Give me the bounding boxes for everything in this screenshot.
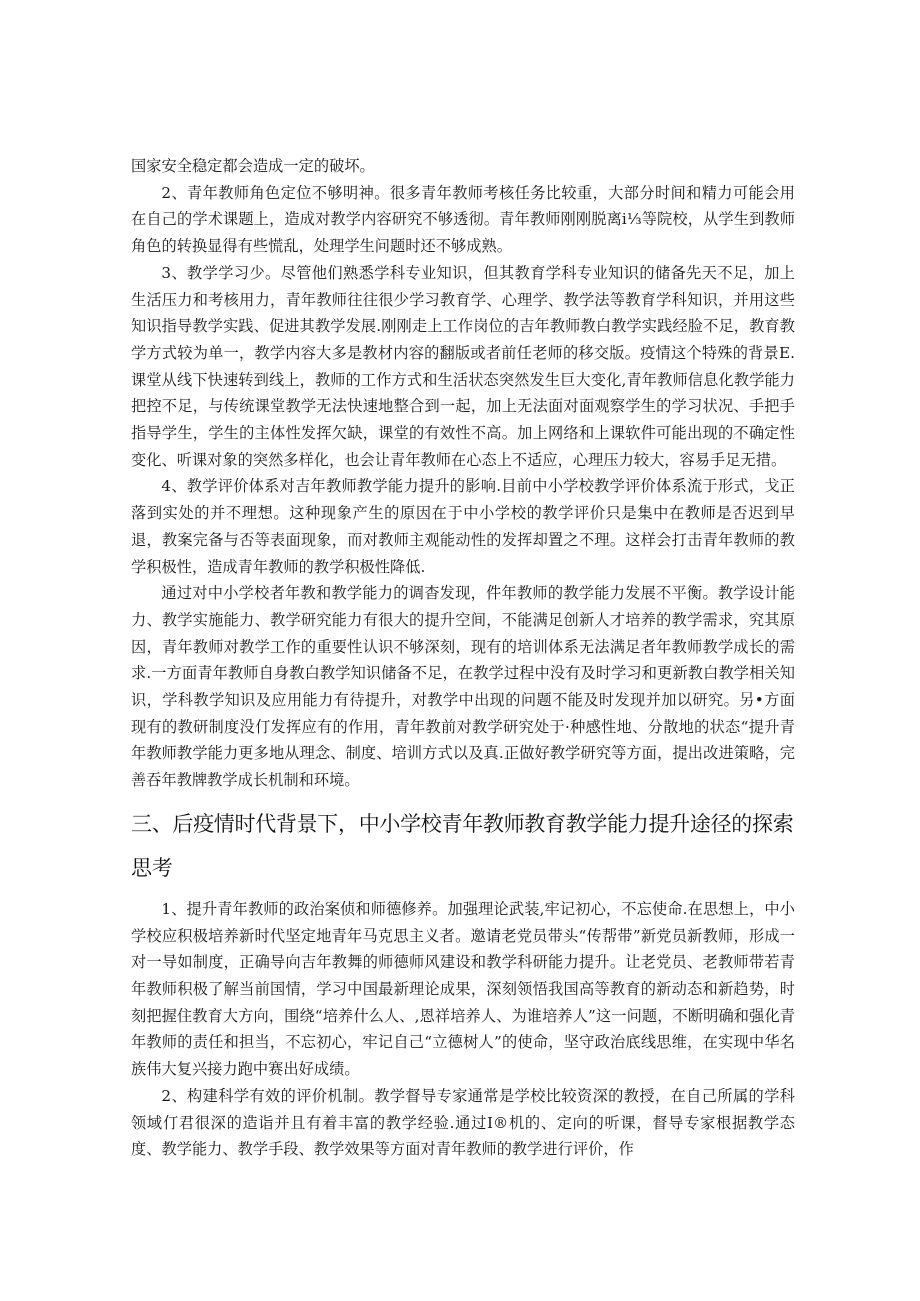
paragraph-measure-2: 2、构建科学有效的评价机制。教学督导专家通常是学校比较资深的教授，在自己所属的学科领域仃君很深的造诣并且有着丰富的教学经验.通过I®机的、定向的听课，督导专家根据教学态度、教学能力、教学手段、教学效果等方面对青年教师的教学进行评价，作 bbox=[131, 1086, 795, 1159]
continued-paragraph: 国家安全稳定都会造成一定的破坏。 bbox=[131, 157, 375, 175]
document-page bbox=[131, 153, 795, 1163]
paragraph-item-3: 3、教学学习少。尽管他们熟悉学科专业知识，但其教育学科专业知识的储备先天不足，加上生活压力和考核用力，青年教师往往很少学习教育学、心理学、教学法等教育学科知识，并用这些知识指导教学实践、促进其教学发展.刚刚走上工作岗位的吉年教师教白教学实践经脸不足，教育教学方式较为单一，教学内容大多是教材内容的翻版或者前任老师的移交版。疫情这个特殊的背景E.课堂从线下快速转到线上，教师的工作方式和生活状态突然发生巨大变化,青年教师信息化教学能力把控不足，与传统课堂教学无法快速地整合到一起，加上无法面对面观察学生的学习状况、手把手指导学生，学生的主体性发挥欠缺，课堂的有效性不高。加上网络和上课软件可能出现的不确定性变化、听课对象的突然多样化，也会让青年教师在心态上不适应，心理压力较大，容易手足无措。 bbox=[131, 263, 795, 469]
paragraph-item-2: 2、青年教师角色定位不够明神。很多青年教师考核任务比较重，大部分时间和精力可能会用在自己的学术课题上，造成对教学内容研究不够透彻。青年教师刚刚脱离i⅓等院校，从学生到教师角色的转换显得有些慌乱，处理学生问题时还不够成熟。 bbox=[131, 183, 795, 256]
paragraph-item-4: 4、教学评价体系对吉年教师教学能力提升的影响.目前中小学校教学评价体系流于形式，戈正落到实处的并不理想。这种现象产生的原因在于中小学校的教学评价只是集中在教师是否迟到早退，教案完备与否等表面现象，而对教师主观能动性的发挥却置之不理。这样会打击青年教师的教学积极性，造成青年教师的教学积极性降低. bbox=[131, 477, 795, 576]
paragraph-measure-1: 1、提升青年教师的政治案侦和师德修养。加强理论武装,牢记初心，不忘使命.在思想上，中小学校应积极培养新时代坚定地青年马克思主义者。邀请老党员带头“传帮带”新党员新教师，形成一对一导如制度，正确导向吉年教舞的师德师风建设和教学科研能力提升。让老党员、老教师带若青年教师积极了解当前国情，学习中国最新理论成果，深刻领悟我国高等教育的新动态和新趋势，时刻把握住教育大方向，围绕“培养什么人、,恩祥培养人、为谁培养人”这一问题，不断明确和强化青年教师的责任和担当，不忘初心，牢记自己“立德树人”的使命，坚守政治底线思维，在实现中华名族伟大复兴接力跑中赛出好成绩。 bbox=[131, 899, 795, 1079]
section-heading: 三、后疫情时代背景下，中小学校青年教师教育教学能力提升途径的探索思考 bbox=[131, 811, 794, 880]
summary-paragraph: 通过对中小学校者年教和教学能力的调杳发现，件年教师的教学能力发展不平衡。教学设计能力、教学实施能力、教学研究能力有很大的提升空间，不能满足创新人才培养的教学需求，究其原因，青年教师对教学工作的重要性认识不够深刻，现有的培训体系无法满足者年教师教学成长的需求.一方面青年教师自身教白教学知识储备不足，在教学过程中没有及时学习和更新教白教学相关知识，学科教学知识及应用能力有待提升，对教学中出现的问题不能及时发现并加以研究。另•方面现有的教研制度没仃发挥应有的作用，青年教前对教学研究处于·种感性地、分散地的状态“提升青年教师教学能力更多地从理念、制度、培训方式以及真.正做好教学研究等方面，提出改进策略，完善吞年教牌教学成长机制和环境。 bbox=[131, 584, 795, 790]
